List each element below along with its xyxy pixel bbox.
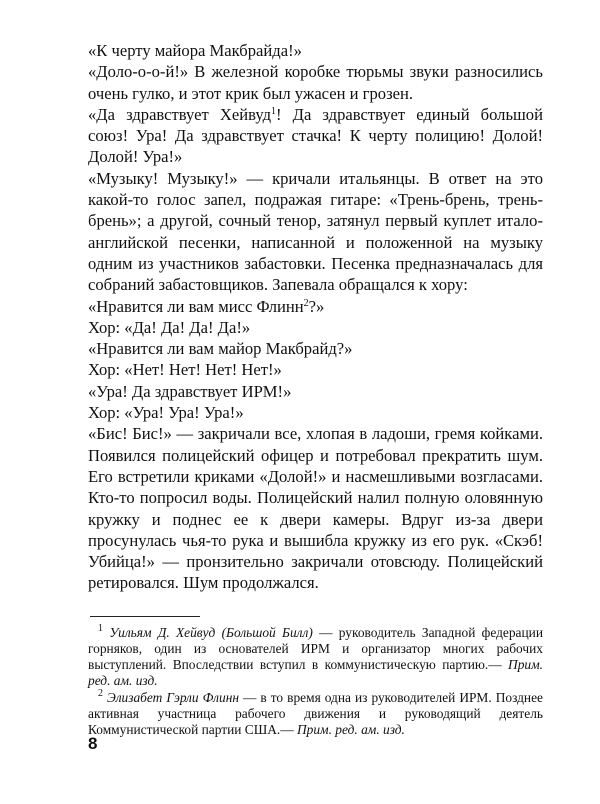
footnote-divider (90, 616, 200, 617)
footnote-mark: 1 (98, 622, 103, 634)
footnote-name: Элизабет Гэрли Флинн (107, 689, 239, 705)
footnote-text: — в то время одна из руководителей ИРМ. Позднее активная участница рабочего движения и руководящий деятель Коммунистической партии США.— (88, 689, 543, 737)
text-span: «Да здравствует Хейвуд (88, 104, 272, 124)
footnote-name: Уильям Д. Хейвуд (Большой Билл) (109, 624, 313, 640)
paragraph: «Ура! Да здравствует ИРМ!» (88, 381, 292, 401)
paragraph: «Бис! Бис!» — закричали все, хлопая в ладоши, гремя койками. Появился полицейский офицер и потребовал прекратить шум. Его встретили криками «Долой!» и насмешливыми возгласами. Кто-то попросил воды. Полицейский налил полную оловянную кружку и поднес ее к двери камеры. Вдруг из-за двери просунулась чья-то рука и вышибла кружку из его рук. «Скэб! Убийца!» — пронзительно закричали отовсюду. Полицейский ретировался. Шум продолжался. (88, 424, 543, 593)
paragraph (88, 104, 543, 168)
footnote-ref[interactable]: 2 (303, 297, 309, 309)
footnote-ref[interactable]: 1 (271, 105, 277, 117)
paragraph: «Музыку! Музыку!» — кричали итальянцы. В ответ на это какой-то голос запел, подражая гитаре: «Трень-брень, трень-брень»; а другой, сочный тенор, затянул первый куплет итало-английской песенки, написанной и положенной на музыку одним из участников забастовки. Песенка предназначалась для собраний забастовщиков. Запевала обращался к хору: (88, 168, 543, 295)
paragraph: Хор: «Да! Да! Да! Да!» (88, 317, 251, 337)
paragraph: «К черту майора Макбрайда!» (88, 41, 302, 60)
footnote-text: — руководитель Западной федерации горняков, один из основателей ИРМ и организатор многих рабочих выступлений. Впоследствии вступил в коммунистическую партию.— (88, 624, 543, 673)
page-content (88, 40, 543, 738)
footnote-source: Прим. ред. ам. изд. (297, 721, 405, 737)
text-span: ?» (308, 296, 325, 316)
footnote-mark: 2 (98, 687, 103, 699)
footnote-2 (88, 687, 543, 739)
paragraph: «Нравится ли вам майор Макбрайд?» (88, 339, 353, 359)
main-text (88, 40, 543, 594)
paragraph: Хор: «Нет! Нет! Нет! Нет!» (88, 360, 282, 380)
paragraph (88, 296, 543, 317)
footnote-source: Прим. ред. ам. изд. (88, 657, 543, 689)
text-span: ! Да здравствует единый большой союз! Ура! Да здравствует стачка! К черту полицию! Долой! Долой! Ура!» (88, 104, 543, 167)
text-span: «Нравится ли вам мисс Флинн (88, 296, 304, 316)
footnotes (88, 622, 543, 738)
paragraph: Хор: «Ура! Ура! Ура!» (88, 403, 244, 423)
page-number: 8 (88, 734, 98, 753)
footnote-1 (88, 622, 543, 690)
paragraph: «Доло-о-о-й!» В железной коробке тюрьмы звуки разносились очень гулко, и этот крик был ужасен и грозен. (88, 62, 543, 103)
